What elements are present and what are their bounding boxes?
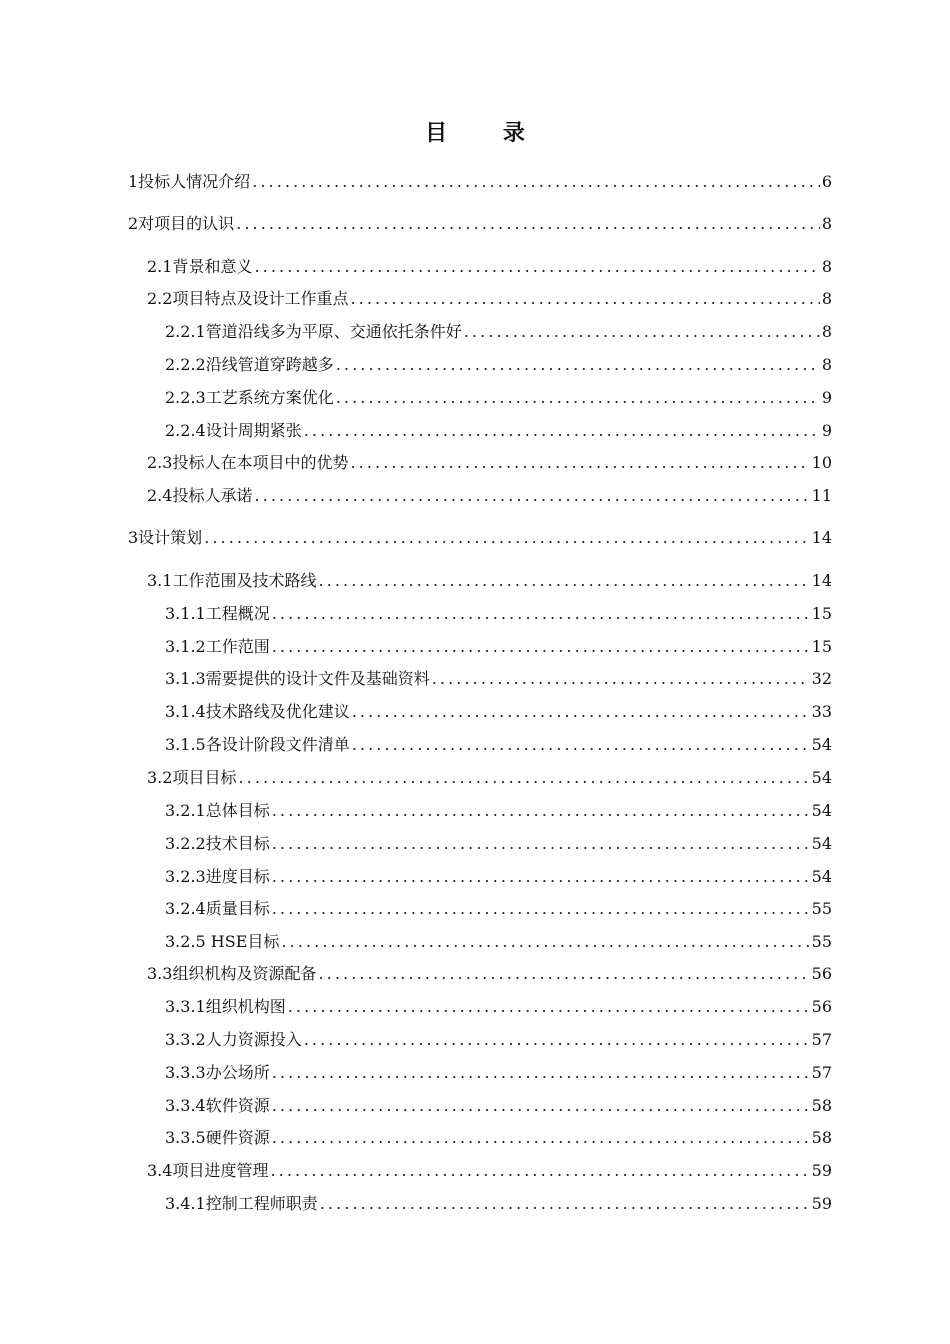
toc-entry[interactable]	[147, 485, 832, 507]
toc-dot-leader	[272, 636, 810, 658]
toc-entry-label: 3设计策划	[128, 528, 203, 547]
toc-entry-page-number: 54	[811, 768, 832, 787]
toc-dot-leader	[304, 1029, 810, 1051]
toc-entry-label: 2.2.1管道沿线多为平原、交通依托条件好	[165, 322, 462, 341]
toc-entry-label: 3.1.1工程概况	[165, 604, 270, 623]
toc-entry[interactable]	[147, 570, 832, 592]
toc-entry[interactable]	[147, 767, 832, 789]
toc-entry-page-number: 58	[811, 1096, 832, 1115]
toc-entry[interactable]	[165, 668, 832, 690]
toc-entry-label: 2.2项目特点及设计工作重点	[147, 289, 349, 308]
toc-entry[interactable]	[165, 1193, 832, 1215]
toc-entry-label: 3.1.5各设计阶段文件清单	[165, 735, 350, 754]
toc-entry-label: 3.1工作范围及技术路线	[147, 571, 317, 590]
toc-entry[interactable]	[165, 931, 832, 953]
toc-entry[interactable]	[165, 1062, 832, 1084]
toc-entry-page-number: 33	[811, 702, 832, 721]
toc-dot-leader	[272, 1127, 810, 1149]
toc-entry-page-number: 8	[821, 257, 832, 276]
toc-dot-leader	[272, 833, 810, 855]
toc-entry-label: 3.2.5 HSE目标	[165, 932, 280, 951]
toc-dot-leader	[254, 485, 809, 507]
toc-entry[interactable]	[165, 833, 832, 855]
toc-entry[interactable]	[165, 603, 832, 625]
toc-entry-page-number: 54	[811, 801, 832, 820]
toc-entry[interactable]	[165, 866, 832, 888]
toc-entry[interactable]	[147, 256, 832, 278]
toc-entry-label: 3.3.2人力资源投入	[165, 1030, 302, 1049]
toc-entry[interactable]	[165, 898, 832, 920]
toc-entry-label: 3.2.4质量目标	[165, 899, 270, 918]
toc-entry[interactable]	[165, 321, 832, 343]
toc-dot-leader	[254, 256, 819, 278]
toc-entry-label: 1投标人情况介绍	[128, 172, 251, 191]
toc-entry-label: 2.4投标人承诺	[147, 486, 253, 505]
page-title: 目 录	[425, 120, 549, 146]
toc-entry-label: 3.3.3办公场所	[165, 1063, 270, 1082]
toc-entry-page-number: 32	[811, 669, 832, 688]
toc-entry-page-number: 9	[821, 388, 832, 407]
toc-entry-page-number: 54	[811, 867, 832, 886]
toc-entry[interactable]	[147, 1160, 832, 1182]
toc-entry[interactable]	[147, 288, 832, 310]
toc-entry-label: 3.1.2工作范围	[165, 637, 270, 656]
toc-entry[interactable]	[165, 1127, 832, 1149]
toc-entry[interactable]	[165, 354, 832, 376]
toc-dot-leader	[320, 1193, 810, 1215]
toc-entry-label: 2对项目的认识	[128, 214, 235, 233]
toc-entry-label: 2.3投标人在本项目中的优势	[147, 453, 349, 472]
toc-entry-label: 2.2.2沿线管道穿跨越多	[165, 355, 334, 374]
toc-entry-page-number: 55	[811, 932, 832, 951]
toc-entry-label: 2.1背景和意义	[147, 257, 253, 276]
toc-entry-label: 3.2.2技术目标	[165, 834, 270, 853]
toc-entry-page-number: 58	[811, 1128, 832, 1147]
toc-entry-page-number: 56	[811, 964, 832, 983]
toc-dot-leader	[204, 527, 809, 549]
toc-entry[interactable]	[165, 387, 832, 409]
toc-dot-leader	[252, 171, 820, 193]
toc-dot-leader	[272, 866, 810, 888]
toc-entry-page-number: 59	[811, 1194, 832, 1213]
toc-entry-page-number: 59	[811, 1161, 832, 1180]
toc-entry-page-number: 6	[821, 172, 832, 191]
toc-entry[interactable]	[165, 800, 832, 822]
toc-dot-leader	[464, 321, 820, 343]
toc-entry-label: 3.1.4技术路线及优化建议	[165, 702, 350, 721]
toc-entry[interactable]	[128, 213, 832, 235]
toc-entry-page-number: 15	[811, 604, 832, 623]
toc-entry[interactable]	[165, 701, 832, 723]
toc-entry-page-number: 8	[821, 322, 832, 341]
toc-entry-page-number: 57	[811, 1063, 832, 1082]
toc-entry-page-number: 10	[811, 453, 832, 472]
toc-entry-page-number: 56	[811, 997, 832, 1016]
toc-entry-label: 2.2.3工艺系统方案优化	[165, 388, 334, 407]
toc-dot-leader	[272, 898, 810, 920]
toc-dot-leader	[238, 767, 809, 789]
toc-entry[interactable]	[165, 420, 832, 442]
toc-dot-leader	[270, 1160, 809, 1182]
toc-entry[interactable]	[165, 996, 832, 1018]
toc-entry-label: 3.3组织机构及资源配备	[147, 964, 317, 983]
toc-entry-label: 3.2项目目标	[147, 768, 237, 787]
toc-entry[interactable]	[147, 963, 832, 985]
toc-entry-page-number: 54	[811, 834, 832, 853]
toc-dot-leader	[236, 213, 820, 235]
toc-entry-page-number: 15	[811, 637, 832, 656]
toc-dot-leader	[352, 734, 810, 756]
toc-entry-label: 3.4项目进度管理	[147, 1161, 269, 1180]
toc-entry-page-number: 8	[821, 355, 832, 374]
toc-dot-leader	[352, 701, 810, 723]
toc-entry-label: 3.3.5硬件资源	[165, 1128, 270, 1147]
toc-entry-label: 3.2.3进度目标	[165, 867, 270, 886]
toc-entry-page-number: 8	[821, 214, 832, 233]
toc-entry[interactable]	[165, 1029, 832, 1051]
toc-entry[interactable]	[128, 171, 832, 193]
toc-entry-page-number: 14	[811, 528, 832, 547]
toc-entry-page-number: 8	[821, 289, 832, 308]
toc-dot-leader	[281, 931, 809, 953]
toc-dot-leader	[318, 570, 809, 592]
toc-entry-label: 2.2.4设计周期紧张	[165, 421, 302, 440]
toc-dot-leader	[272, 603, 810, 625]
toc-entry-label: 3.4.1控制工程师职责	[165, 1194, 318, 1213]
toc-dot-leader	[336, 387, 820, 409]
toc-entry-page-number: 11	[811, 486, 832, 505]
toc-entry[interactable]	[147, 452, 832, 474]
toc-entry[interactable]	[165, 1095, 832, 1117]
toc-dot-leader	[350, 452, 809, 474]
toc-entry-page-number: 9	[821, 421, 832, 440]
toc-dot-leader	[336, 354, 820, 376]
toc-entry-label: 3.2.1总体目标	[165, 801, 270, 820]
toc-entry-label: 3.1.3需要提供的设计文件及基础资料	[165, 669, 430, 688]
toc-dot-leader	[350, 288, 819, 310]
toc-dot-leader	[304, 420, 820, 442]
toc-dot-leader	[432, 668, 810, 690]
toc-entry-label: 3.3.1组织机构图	[165, 997, 286, 1016]
toc-entry-page-number: 54	[811, 735, 832, 754]
toc-entry-page-number: 55	[811, 899, 832, 918]
toc-dot-leader	[288, 996, 810, 1018]
toc-entry[interactable]	[165, 734, 832, 756]
toc-entry[interactable]	[165, 636, 832, 658]
toc-entry-page-number: 14	[811, 571, 832, 590]
toc-dot-leader	[272, 800, 810, 822]
toc-dot-leader	[272, 1062, 810, 1084]
toc-entry-label: 3.3.4软件资源	[165, 1096, 270, 1115]
toc-entry-page-number: 57	[811, 1030, 832, 1049]
toc-entry[interactable]	[128, 527, 832, 549]
toc-dot-leader	[272, 1095, 810, 1117]
toc-dot-leader	[318, 963, 809, 985]
